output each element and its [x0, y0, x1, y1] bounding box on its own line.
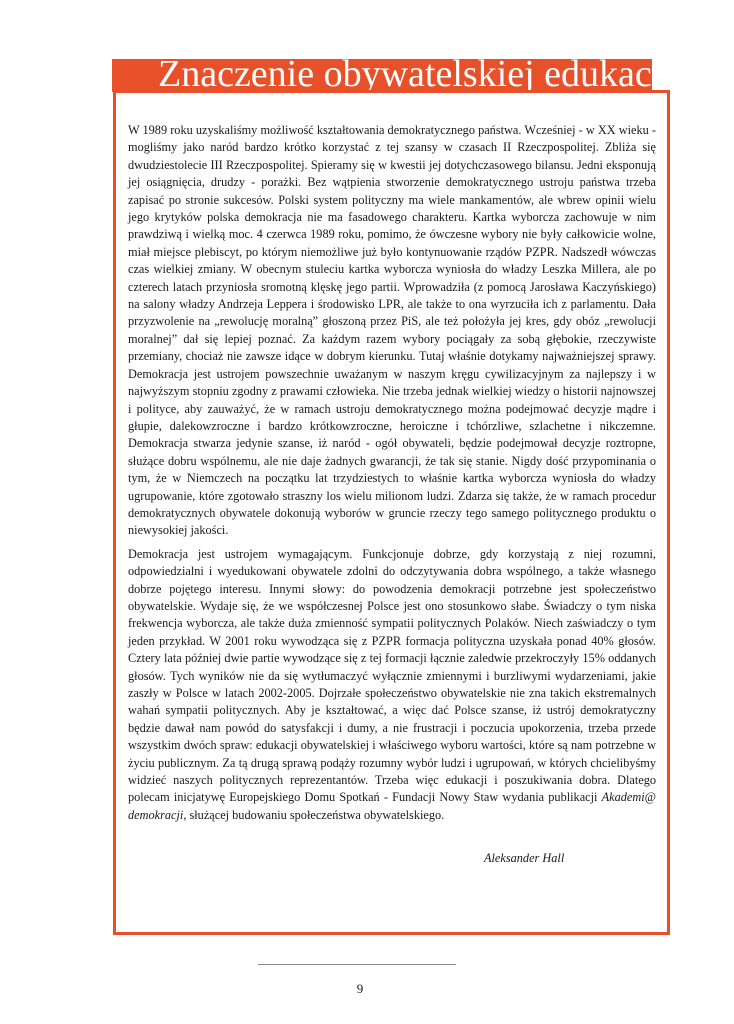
page-title: Znaczenie obywatelskiej edukacji [158, 53, 673, 95]
paragraph-1: W 1989 roku uzyskaliśmy możliwość kształtowania demokratycznego państwa. Wcześniej - w XX wieku - mogliśmy jako naród bardzo krótko korzystać z tej szansy w czasach II Rzeczpospolitej. Zbliża się dwudziestolecie III Rzeczpospolitej. Spieramy się w kwestii jej dotychczasowego bilansu. Jedni eksponują jej osiągnięcia, drudzy - porażki. Bez wątpienia stworzenie demokratycznego ustroju państwa trzeba zapisać po stronie sukcesów. Polski system polityczny ma wiele mankamentów, ale wbrew opinii wielu jego krytyków polska demokracja nie ma fasadowego charakteru. Kartka wyborcza zachowuje w nim prawdziwą i wielką moc. 4 czerwca 1989 roku, pomimo, że ówczesne wybory nie były całkowicie wolne, miał miejsce plebiscyt, po którym niemożliwe już było kontynuowanie rządów PZPR. Nadszedł wówczas czas wielkiej zmiany. W obecnym stuleciu kartka wyborcza wyniosła do władzy Leszka Millera, ale po czterech latach przyniosła sromotną klęskę jego partii. Wprowadziła (z pomocą Jarosława Kaczyńskiego) na salony władzy Andrzeja Leppera i środowisko LPR, ale także to ona wyrzuciła ich z parlamentu. Dała przyzwolenie na „rewolucję moralną” głoszoną przez PiS, ale też położyła jej kres, gdy obóz „rewolucji moralnej” dał się lepiej poznać. Za każdym razem wybory pociągały za sobą głębokie, rzeczywiste przemiany, chociaż nie zawsze idące w dobrym kierunku. Tutaj właśnie dotykamy najważniejszej sprawy. Demokracja jest ustrojem powszechnie uważanym w naszym kręgu cywilizacyjnym za najlepszy i w najwyższym stopniu zgodny z prawami człowieka. Nie trzeba jednak wielkiej wiedzy o historii najnowszej i polityce, aby zauważyć, że w ramach ustroju demokratycznego można podejmować decyzje mądre i głupie, dalekowzroczne i bardzo krótkowzroczne, heroiczne i tchórzliwe, szlachetne i nikczemne. Demokracja stwarza jedynie szanse, iż naród - ogół obywateli, będzie podejmował decyzje roztropne, służące dobru wspólnemu, ale nie daje żadnych gwarancji, że tak się stanie. Nigdy dość przypominania o tym, że w Niemczech na początku lat trzydziestych to właśnie kartka wyborcza wyniosła do władzy ugrupowanie, które zgotowało straszny los wielu milionom ludzi. Zdarza się także, że w ramach procedur demokratycznych obywatele dokonują wyborów w gruncie rzeczy tego samego politycznego produktu o niewysokiej jakości. [128, 123, 656, 538]
article-body [128, 122, 656, 830]
author-signature: Aleksander Hall [484, 851, 565, 865]
paragraph-2-tail: , służącej budowaniu społeczeństwa obywatelskiego. [183, 807, 445, 822]
paragraph-2-text: Demokracja jest ustrojem wymagającym. Funkcjonuje dobrze, gdy korzystają z niej rozumni, odpowiedzialni i wyedukowani obywatele zdolni do odczytywania dobra wspólnego, a także własnego dobrze pojętego interesu. Innymi słowy: do powodzenia demokracji potrzebne jest społeczeństwo obywatelskie. Wydaje się, że we współczesnej Polsce jest ono stosunkowo słabe. Świadczy o tym niska frekwencja wyborcza, ale także duża zmienność sympatii politycznych Polaków. Niech zaświadczy o tym jeden przykład. W 2001 roku wywodząca się z PZPR formacja polityczna uzyskała ponad 40% głosów. Cztery lata później dwie partie wywodzące się z tej formacji łącznie zaledwie przekroczyły 15% oddanych głosów. Tych wyników nie da się wytłumaczyć wyłącznie zmiennymi i burzliwymi wydarzeniami, jakie zaszły w Polsce w latach 2002-2005. Dojrzałe społeczeństwo obywatelskie nie zna takich ekstremalnych wahań sympatii politycznych. Aby je kształtować, a więc dać Polsce szanse, iż ustrój demokratyczny będzie dawał nam powód do satysfakcji i dumy, a nie frustracji i poczucia upokorzenia, trzeba przede wszystkim dwóch spraw: edukacji obywatelskiej i właściwego wyboru wartości, które są nam potrzebne w życiu publicznym. Za tą drugą sprawą podąży rozumny wybór ludzi i ugrupowań, w których chcielibyśmy widzieć naszych politycznych reprezentantów. Trzeba więc edukacji i poszukiwania dobra. Dlatego polecam inicjatywę Europejskiego Domu Spotkań - Fundacji Nowy Staw wydania publikacji [128, 546, 656, 805]
publication-title: Akademi@ demokracji [128, 790, 656, 822]
paragraph-2 [128, 546, 656, 825]
footer-divider [258, 964, 456, 965]
page-number: 9 [356, 981, 364, 996]
